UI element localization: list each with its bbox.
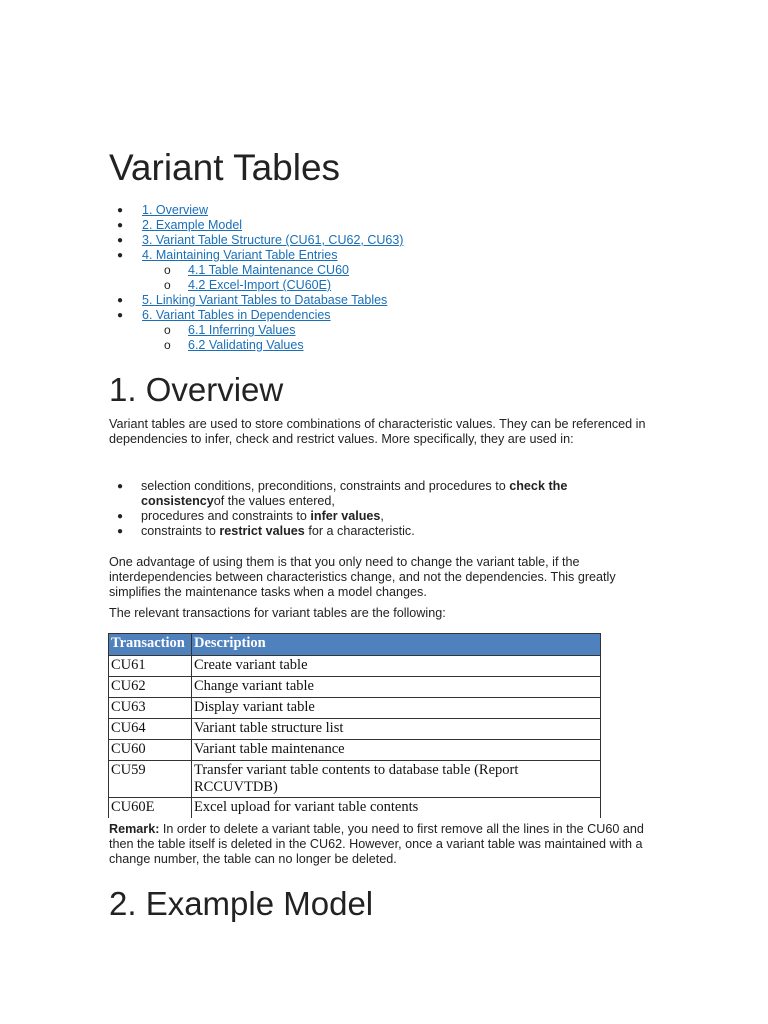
toc-item: [0, 293, 768, 308]
toc-sub-link[interactable]: 4.2 Excel-Import (CU60E): [188, 278, 332, 292]
usage-bullet-item: [0, 509, 611, 524]
cell-transaction: CU61: [109, 656, 192, 677]
relevant-transactions-paragraph: The relevant transactions for variant tables are the following:: [109, 606, 446, 620]
toc-link[interactable]: 4. Maintaining Variant Table Entries: [142, 248, 338, 262]
cell-description: Variant table structure list: [192, 719, 601, 740]
toc-sub-link[interactable]: 6.2 Validating Values: [188, 338, 304, 352]
column-header-description: Description: [192, 634, 601, 656]
table-row: [109, 761, 601, 798]
toc-link[interactable]: 1. Overview: [142, 203, 208, 217]
bullet-text: selection conditions, preconditions, constraints and procedures to: [141, 479, 510, 493]
circle-bullet-icon: o: [164, 278, 171, 292]
bullet-bold-text: infer values: [310, 509, 381, 523]
cell-transaction: CU60E: [109, 798, 192, 819]
bullet-icon: ●: [117, 205, 124, 216]
toc-link[interactable]: 2. Example Model: [142, 218, 243, 232]
bullet-icon: ●: [117, 481, 124, 492]
bullet-icon: ●: [117, 220, 124, 231]
cell-description: Variant table maintenance: [192, 740, 601, 761]
cell-description: Transfer variant table contents to database table (Report RCCUVTDB): [192, 761, 601, 798]
bullet-bold-text: restrict values: [219, 524, 305, 538]
cell-transaction: CU60: [109, 740, 192, 761]
table-row: [109, 677, 601, 698]
remark-paragraph: [109, 822, 669, 867]
cell-transaction: CU63: [109, 698, 192, 719]
bullet-icon: ●: [117, 511, 124, 522]
cell-description: Create variant table: [192, 656, 601, 677]
bullet-icon: ●: [117, 310, 124, 321]
toc-item: [0, 233, 768, 248]
table-row: [109, 798, 601, 819]
table-header-row: [109, 634, 601, 656]
circle-bullet-icon: o: [164, 263, 171, 277]
section-heading-example-model: 2. Example Model: [109, 885, 374, 922]
toc-sub-link[interactable]: 6.1 Inferring Values: [188, 323, 296, 337]
cell-transaction: CU64: [109, 719, 192, 740]
cell-description: Display variant table: [192, 698, 601, 719]
cell-transaction: CU59: [109, 761, 192, 798]
transactions-table: [108, 633, 601, 818]
cell-description: Excel upload for variant table contents: [192, 798, 601, 819]
toc-subitem: [0, 323, 768, 338]
section-heading-overview: 1. Overview: [109, 371, 284, 408]
cell-description: Change variant table: [192, 677, 601, 698]
column-header-transaction: Transaction: [109, 634, 192, 656]
bullet-text: procedures and constraints to: [141, 509, 311, 523]
usage-bullet-list: [0, 479, 768, 539]
table-row: [109, 719, 601, 740]
toc-item: [0, 308, 768, 323]
usage-bullet-item: [0, 524, 611, 539]
toc-link[interactable]: 3. Variant Table Structure (CU61, CU62, CU63): [142, 233, 404, 247]
page-title: Variant Tables: [109, 147, 341, 188]
bullet-icon: ●: [117, 526, 124, 537]
bullet-text: for a characteristic.: [304, 524, 415, 538]
toc-subitem: [0, 278, 768, 293]
toc-item: [0, 218, 768, 233]
bullet-bold-text: check the consistency: [141, 479, 568, 508]
circle-bullet-icon: o: [164, 338, 171, 352]
table-of-contents: [0, 203, 768, 353]
bullet-text: of the values entered,: [213, 494, 335, 508]
bullet-icon: ●: [117, 295, 124, 306]
toc-link[interactable]: 6. Variant Tables in Dependencies: [142, 308, 331, 322]
remark-text: In order to delete a variant table, you need to first remove all the lines in the CU60 and then the table itself is deleted in the CU62. However, once a variant table was maintained with a change number, the table can no longer be deleted.: [109, 822, 644, 866]
toc-item: [0, 203, 768, 218]
toc-subitem: [0, 338, 768, 353]
bullet-icon: ●: [117, 235, 124, 246]
cell-transaction: CU62: [109, 677, 192, 698]
table-row: [109, 656, 601, 677]
advantage-paragraph: One advantage of using them is that you only need to change the variant table, if the interdependencies between characteristics change, and not the dependencies. This greatly simplifies the maintenance tasks when a model changes.: [109, 555, 616, 599]
table-row: [109, 740, 601, 761]
table-row: [109, 698, 601, 719]
usage-bullet-item: [0, 479, 611, 509]
toc-item: [0, 248, 768, 263]
toc-link[interactable]: 5. Linking Variant Tables to Database Tables: [142, 293, 388, 307]
circle-bullet-icon: o: [164, 323, 171, 337]
bullet-icon: ●: [117, 250, 124, 261]
overview-intro-paragraph: Variant tables are used to store combinations of characteristic values. They can be referenced in dependencies to infer, check and restrict values. More specifically, they are used in:: [109, 417, 646, 446]
bullet-text: constraints to: [141, 524, 220, 538]
toc-subitem: [0, 263, 768, 278]
remark-label: Remark:: [109, 822, 160, 836]
toc-sub-link[interactable]: 4.1 Table Maintenance CU60: [188, 263, 349, 277]
bullet-text: ,: [380, 509, 384, 523]
